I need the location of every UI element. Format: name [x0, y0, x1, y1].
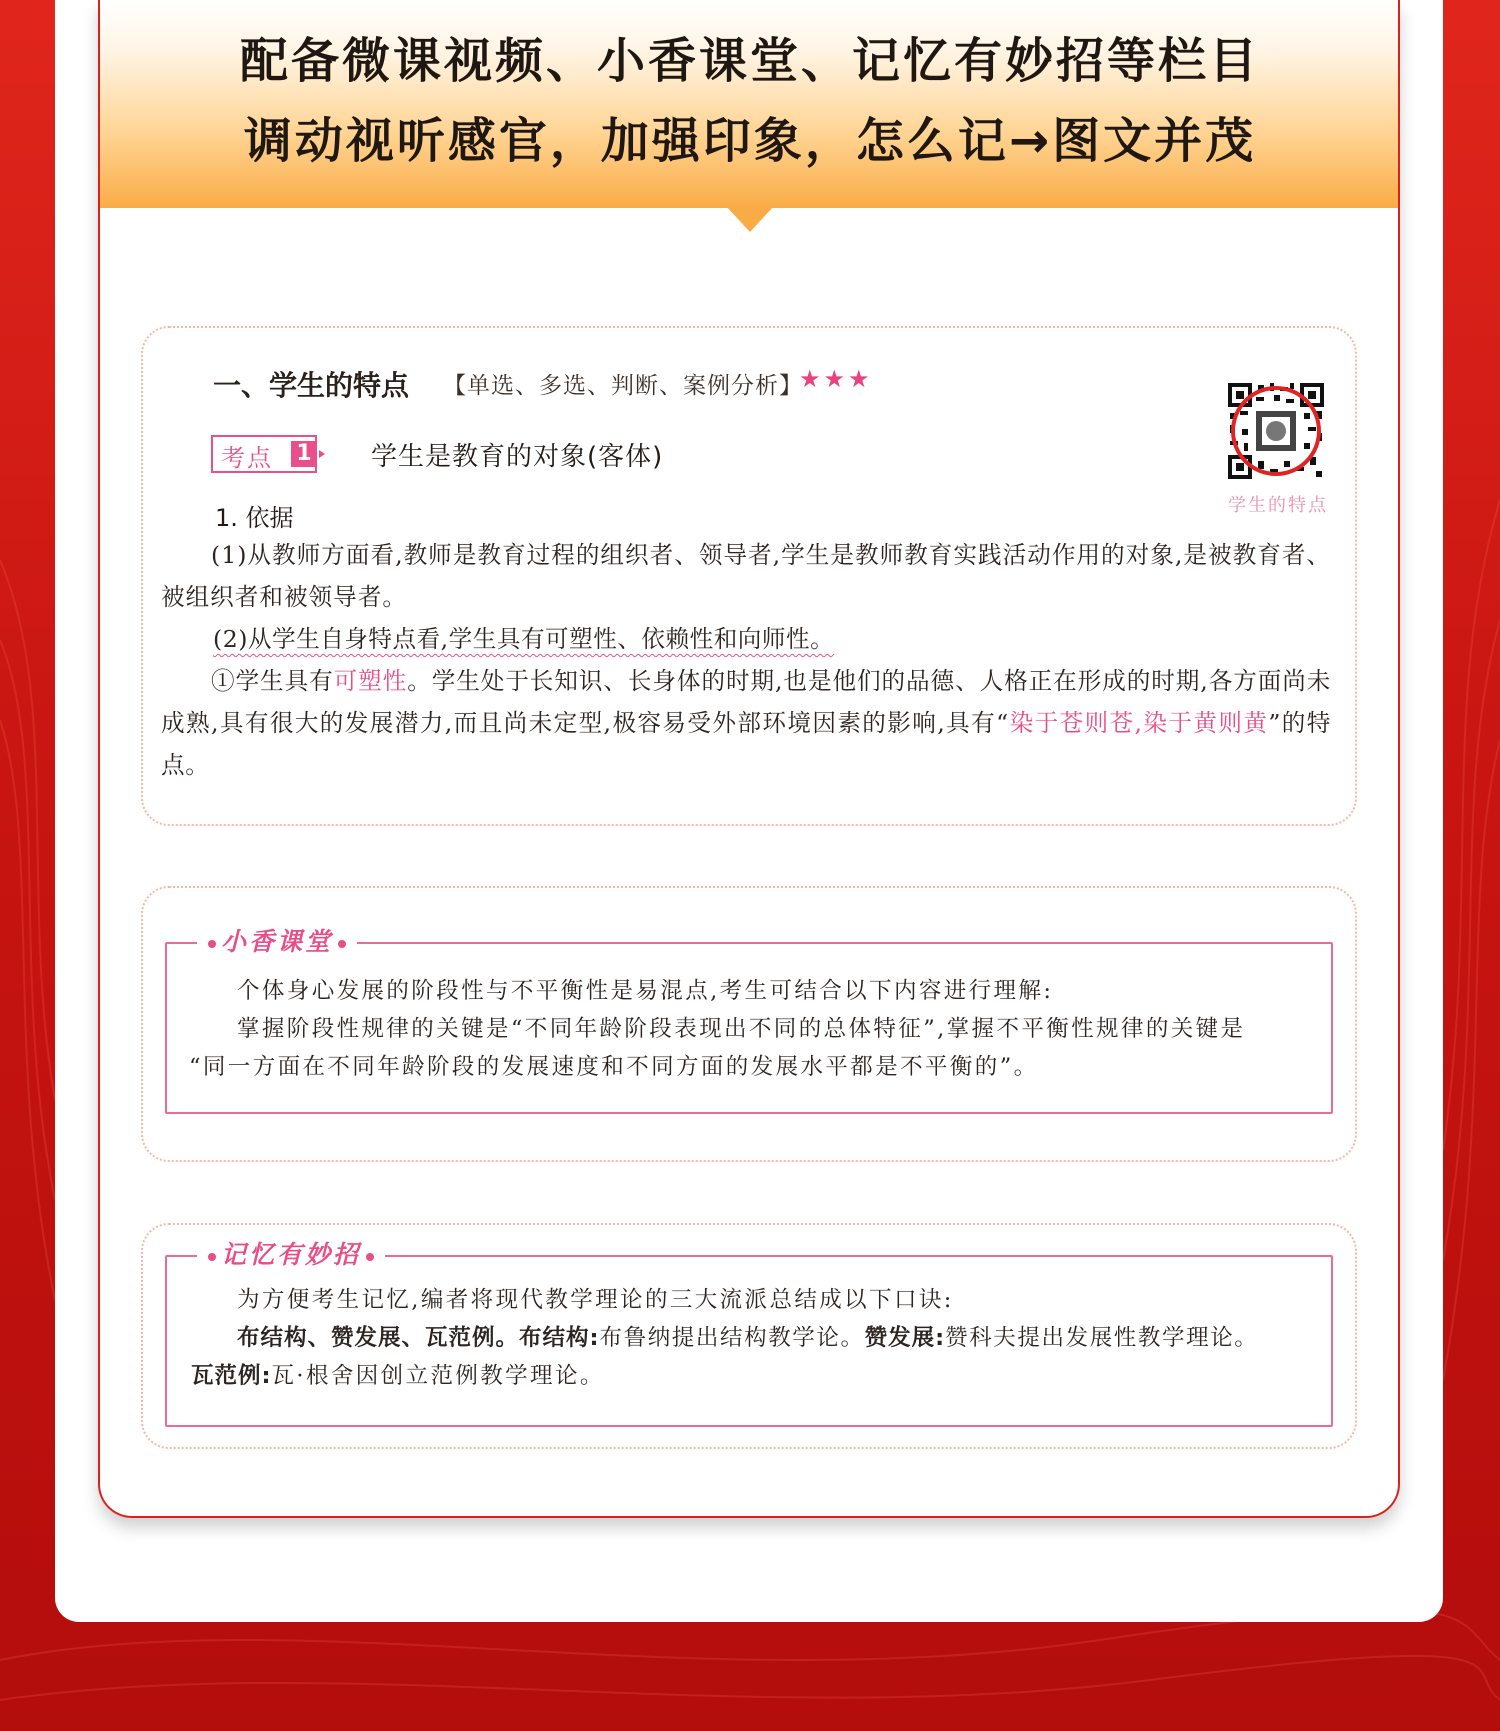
mnemonic-text: 赞科夫提出发展性教学理论。	[945, 1325, 1259, 1351]
qr-code-icon[interactable]	[1226, 381, 1326, 481]
paragraph-text: ①学生具有	[211, 667, 334, 695]
box-header	[197, 1239, 385, 1271]
memory-trick-section	[141, 1223, 1357, 1449]
paragraph-teacher-view: (1)从教师方面看,教师是教育过程的组织者、领导者,学生是教师教育实践活动作用的对象,是被教育者、被组织者和被领导者。	[161, 541, 1331, 611]
mnemonic-text: 瓦·根舍因创立范例教学理论。	[271, 1363, 605, 1389]
highlight-plasticity: 可塑性	[333, 667, 408, 695]
box-line-3	[191, 1355, 605, 1397]
mnemonic-bold: 瓦范例:	[191, 1363, 272, 1389]
kaodian-title: 学生是教育的对象(客体)	[371, 442, 664, 472]
banner-line-2: 调动视听感官，加强印象，怎么记→图文并茂	[243, 113, 1257, 169]
sub-heading: 1. 依据	[215, 504, 294, 532]
highlight-quote: 染于苍则苍,染于黄则黄	[1008, 709, 1269, 737]
box-header-label: 小香课堂	[221, 927, 334, 956]
xiaoxiang-box	[165, 927, 1333, 1114]
box-line-1: 个体身心发展的阶段性与不平衡性是易混点,考生可结合以下内容进行理解:	[237, 978, 1054, 1004]
banner-pointer	[726, 206, 774, 232]
paragraph-plasticity	[161, 660, 1331, 786]
paragraph-text: ”的特点。	[161, 709, 1331, 779]
paragraph-student-view	[213, 618, 1313, 660]
wavy-underlined-text: (2)从学生自身特点看,学生具有可塑性、依赖性和向师性。	[213, 625, 835, 653]
bullet-dot-icon	[208, 940, 216, 948]
question-type-tag: 【单选、多选、判断、案例分析】	[443, 373, 803, 399]
bullet-dot-icon	[338, 940, 346, 948]
mnemonic-bold: 布结构、赞发展、瓦范例。布结构:	[237, 1325, 600, 1351]
qr-caption: 学生的特点	[1228, 495, 1328, 516]
box-header-label: 记忆有妙招	[221, 1240, 362, 1269]
section-title: 一、学生的特点	[213, 369, 410, 402]
kaodian-number: 1	[291, 441, 317, 467]
box-header	[197, 926, 357, 958]
box-line-2	[237, 1317, 1258, 1359]
memory-box	[165, 1240, 1333, 1427]
bullet-dot-icon	[208, 1253, 216, 1261]
paragraph-text: 。学生处于长知识、长身体的时期,也是他们的品德、人格正在形成的时期,各方面尚未成熟,具有很大的发展潜力,而且尚未定型,极容易受外部环境因素的影响,具有“	[161, 667, 1331, 737]
bullet-dot-icon	[366, 1253, 374, 1261]
feature-banner	[100, 0, 1400, 208]
knowledge-section	[141, 326, 1357, 826]
box-line-3: “同一方面在不同年龄阶段的发展速度和不同方面的发展水平都是不平衡的”。	[189, 1054, 1039, 1080]
box-line-1: 为方便考生记忆,编者将现代教学理论的三大流派总结成以下口诀:	[237, 1287, 954, 1313]
kaodian-badge	[211, 435, 327, 473]
xiaoxiang-classroom-section	[141, 886, 1357, 1162]
banner-line-1: 配备微课视频、小香课堂、记忆有妙招等栏目	[239, 33, 1260, 89]
importance-stars: ★★★	[799, 365, 873, 393]
box-line-2: 掌握阶段性规律的关键是“不同年龄阶段表现出不同的总体特征”,掌握不平衡性规律的关键是	[237, 1016, 1246, 1042]
kaodian-label: 考点	[221, 444, 273, 472]
mnemonic-text: 布鲁纳提出结构教学论。	[599, 1325, 865, 1351]
mnemonic-bold: 赞发展:	[864, 1325, 946, 1351]
